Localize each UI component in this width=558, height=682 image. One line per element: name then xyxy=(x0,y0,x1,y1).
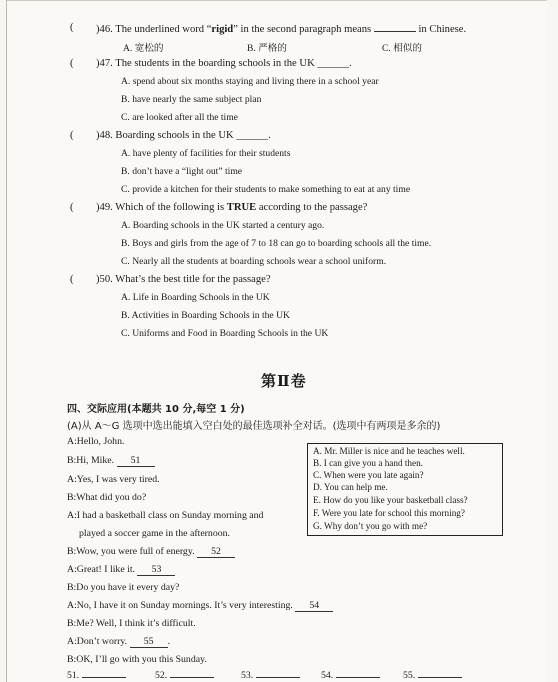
option-46-c: C. 相似的 xyxy=(382,43,422,54)
option-50-b: B. Activities in Boarding Schools in the UK xyxy=(121,310,290,321)
blank-53[interactable]: 53 xyxy=(137,564,175,576)
option-49-b: B. Boys and girls from the age of 7 to 18 can go to boarding schools all the time. xyxy=(121,238,432,249)
option-50-c: C. Uniforms and Food in Boarding Schools in the UK xyxy=(121,328,329,339)
dialogue-line-2-text: B:Hi, Mike. xyxy=(67,455,115,466)
dialogue-line-12 xyxy=(67,636,170,648)
option-48-b: B. don’t have a “light out” time xyxy=(121,166,243,177)
question-49-keyword: TRUE xyxy=(226,202,257,213)
answer-paren-49: ( xyxy=(70,202,74,213)
option-46-a: A. 宽松的 xyxy=(123,43,164,54)
dialogue-line-5: A:I had a basketball class on Sunday morning and xyxy=(67,510,264,521)
option-47-c: C. are looked after all the time xyxy=(121,112,238,123)
question-46-keyword: rigid xyxy=(211,24,234,35)
exam-page xyxy=(6,0,547,682)
dialogue-line-8 xyxy=(67,564,175,576)
question-46-suffix: ” in the second paragraph means xyxy=(233,24,372,35)
answer-slot-55-line[interactable] xyxy=(418,668,462,678)
answer-slot-53-line[interactable] xyxy=(256,668,300,678)
answer-slot-54[interactable] xyxy=(321,668,380,681)
answer-slot-53-label: 53. xyxy=(241,670,254,681)
answer-slot-54-line[interactable] xyxy=(336,668,380,678)
dialogue-line-7 xyxy=(67,546,235,558)
answer-slot-51-line[interactable] xyxy=(82,668,126,678)
option-50-a: A. Life in Boarding Schools in the UK xyxy=(121,292,270,303)
dialogue-line-6: played a soccer game in the afternoon. xyxy=(79,528,230,539)
dialogue-line-4: B:What did you do? xyxy=(67,492,147,503)
box-option-e: E. How do you like your basketball class? xyxy=(313,495,468,505)
answer-paren-50: ( xyxy=(70,274,74,285)
blank-55[interactable]: 55 xyxy=(130,636,168,648)
box-option-d: D. You can help me. xyxy=(313,482,388,492)
answer-slot-55[interactable] xyxy=(403,668,462,681)
answer-slot-52-line[interactable] xyxy=(170,668,214,678)
answer-slot-51[interactable] xyxy=(67,668,126,681)
answer-slot-52-label: 52. xyxy=(155,670,168,681)
section-instruction: (A)从 A～G 选项中选出能填入空白处的最佳选项补全对话。(选项中有两项是多余的) xyxy=(67,421,441,432)
option-46-b: B. 严格的 xyxy=(247,43,287,54)
box-option-f: F. Were you late for school this morning? xyxy=(313,508,465,518)
options-box xyxy=(307,443,503,536)
answer-slot-52[interactable] xyxy=(155,668,214,681)
answer-paren-46: ( xyxy=(70,22,74,33)
dialogue-line-3: A:Yes, I was very tired. xyxy=(67,474,160,485)
answer-slot-53[interactable] xyxy=(241,668,300,681)
question-46-blank[interactable] xyxy=(374,22,416,32)
box-option-b: B. I can give you a hand then. xyxy=(313,458,423,468)
box-option-g: G. Why don’t you go with me? xyxy=(313,521,428,531)
option-47-a: A. spend about six months staying and living there in a school year xyxy=(121,76,379,87)
dialogue-line-11: B:Me? Well, I think it’s difficult. xyxy=(67,618,196,629)
top-rule xyxy=(7,0,547,1)
question-47: )47. The students in the boarding schools in the UK ______. xyxy=(96,58,352,69)
question-49 xyxy=(96,202,367,213)
answer-paren-47: ( xyxy=(70,58,74,69)
option-48-a: A. have plenty of facilities for their students xyxy=(121,148,291,159)
dialogue-line-7-text: B:Wow, you were full of energy. xyxy=(67,546,195,557)
section-title: 第Ⅱ卷 xyxy=(261,372,307,390)
answer-slot-54-label: 54. xyxy=(321,670,334,681)
blank-52[interactable]: 52 xyxy=(197,546,235,558)
option-49-a: A. Boarding schools in the UK started a century ago. xyxy=(121,220,325,231)
option-49-c: C. Nearly all the students at boarding schools wear a school uniform. xyxy=(121,256,387,267)
box-option-c: C. When were you late again? xyxy=(313,470,424,480)
dialogue-line-1: A:Hello, John. xyxy=(67,436,125,447)
option-48-c: C. provide a kitchen for their students to make something to eat at any time xyxy=(121,184,411,195)
blank-54[interactable]: 54 xyxy=(295,600,333,612)
dialogue-line-12-text: A:Don’t worry. xyxy=(67,636,128,647)
dialogue-line-9: B:Do you have it every day? xyxy=(67,582,180,593)
question-46 xyxy=(96,22,466,35)
dialogue-line-12-after: . xyxy=(167,636,171,647)
dialogue-line-10 xyxy=(67,600,333,612)
dialogue-line-10-text: A:No, I have it on Sunday mornings. It’s very interesting. xyxy=(67,600,293,611)
answer-slot-55-label: 55. xyxy=(403,670,416,681)
dialogue-line-13: B:OK, I’ll go with you this Sunday. xyxy=(67,654,207,665)
question-49-suffix: according to the passage? xyxy=(256,202,368,213)
dialogue-line-2 xyxy=(67,455,155,467)
section-heading: 四、交际应用(本题共 10 分,每空 1 分) xyxy=(67,404,245,415)
answer-slot-51-label: 51. xyxy=(67,670,80,681)
question-50: )50. What’s the best title for the passage? xyxy=(96,274,271,285)
dialogue-line-8-text: A:Great! I like it. xyxy=(67,564,136,575)
question-48: )48. Boarding schools in the UK ______. xyxy=(96,130,271,141)
question-46-tail: in Chinese. xyxy=(418,24,467,35)
box-option-a: A. Mr. Miller is nice and he teaches well. xyxy=(313,446,465,456)
question-46-prefix: )46. The underlined word “ xyxy=(96,24,212,35)
answer-paren-48: ( xyxy=(70,130,74,141)
option-47-b: B. have nearly the same subject plan xyxy=(121,94,262,105)
blank-51[interactable]: 51 xyxy=(117,455,155,467)
question-49-prefix: )49. Which of the following is xyxy=(96,202,227,213)
